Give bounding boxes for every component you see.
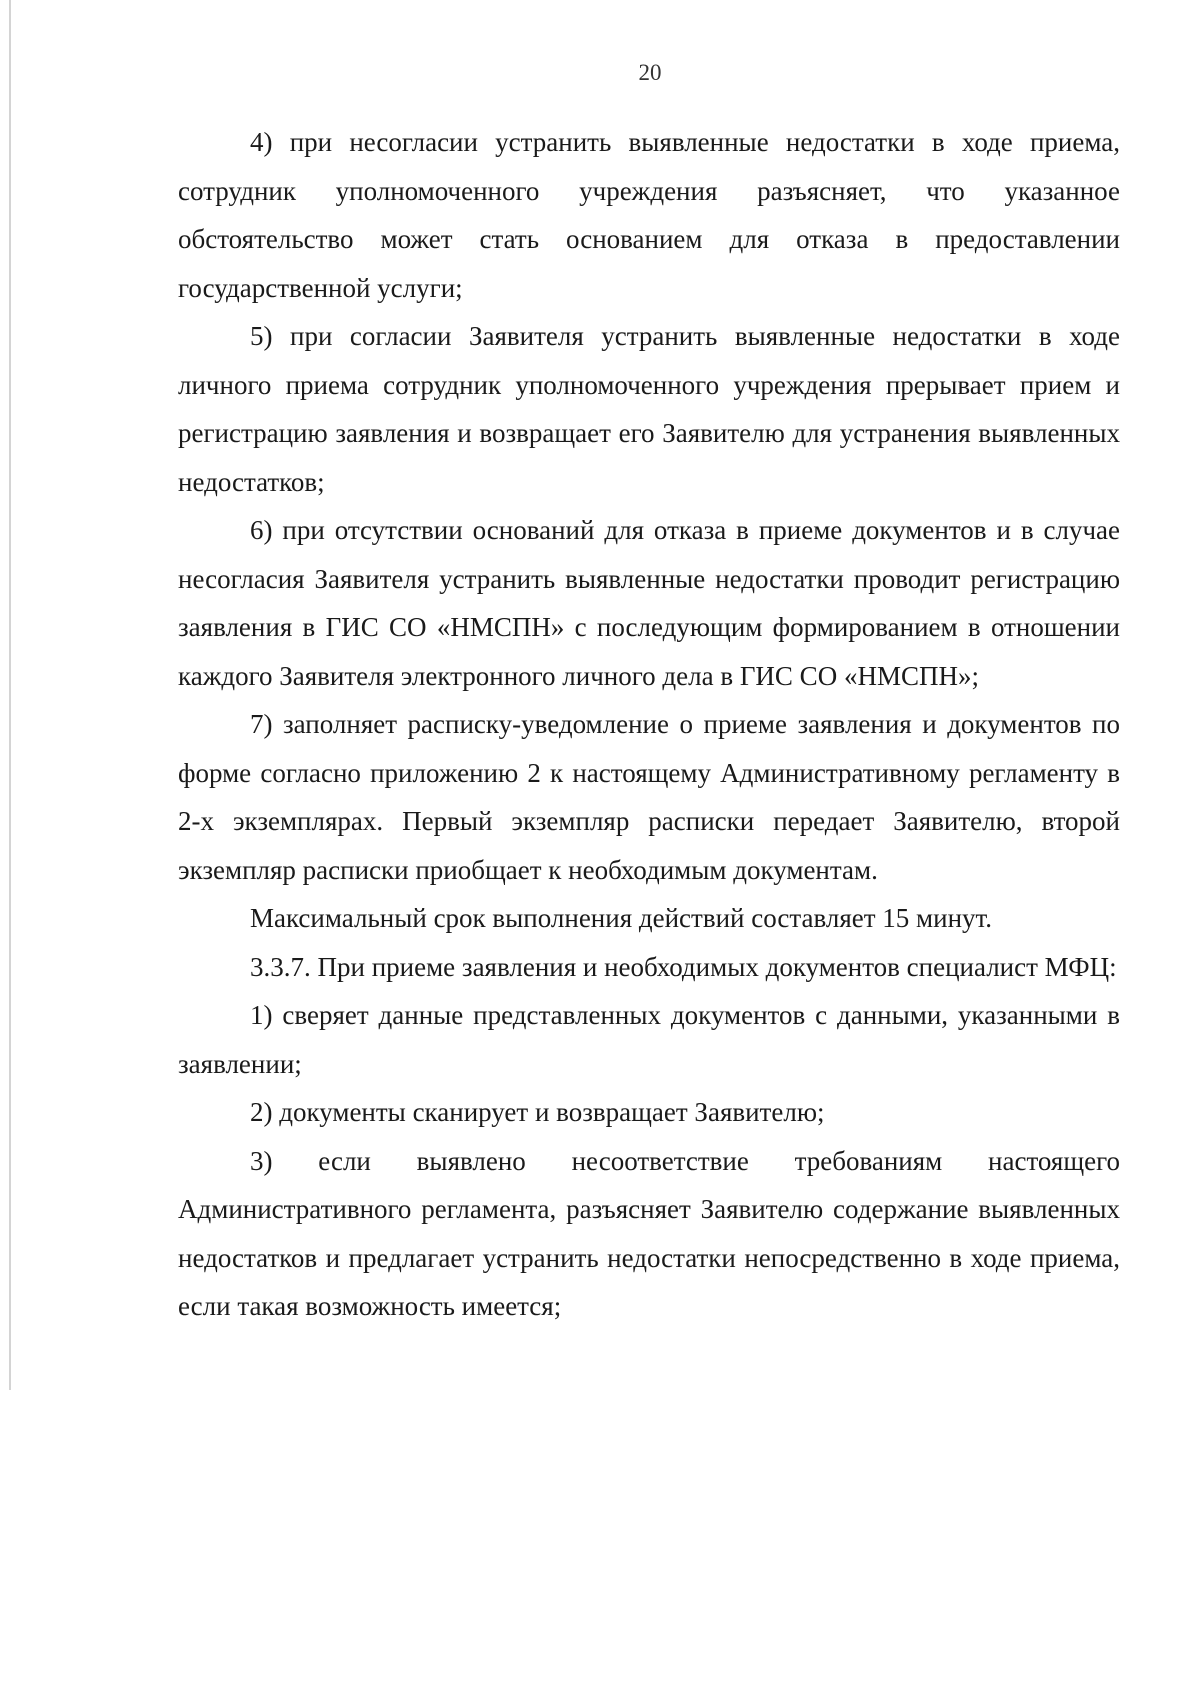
paragraph-mfc-item-1: 1) сверяет данные представленных документов с данными, указанными в заявлении; [178,1000,1120,1079]
paragraph-item-6-registration: 6) при отсутствии оснований для отказа в приеме документов и в случае несогласия Заявителя устранить выявленные недостатки проводит регистрацию заявления в ГИС СО «НМСПН» с последующим формированием в отношении каждого Заявителя электронного личного дела в ГИС СО «НМСПН»; [178,515,1120,691]
paragraph-item-4-refusal: 4) при несогласии устранить выявленные недостатки в ходе приема, сотрудник уполномоченного учреждения разъясняет, что указанное обстоятельство может стать основанием для отказа в предоставлении государственной услуги; [178,127,1120,303]
paragraph-mfc-item-2: 2) документы сканирует и возвращает Заявителю; [250,1097,825,1127]
paragraph-mfc-item-3: 3) если выявлено несоответствие требованиям настоящего Административного регламента, разъясняет Заявителю содержание выявленных недостатков и предлагает устранить недостатки непосредственно в ходе приема, если такая возможность имеется; [178,1145,1120,1321]
paragraph-item-7-receipt: 7) заполняет расписку-уведомление о приеме заявления и документов по форме согласно приложению 2 к настоящему Административному регламенту в 2-х экземплярах. Первый экземпляр расписки передает Заявителю, второй экземпляр расписки приобщает к необходимым документам. [178,709,1120,885]
paragraph-item-5-consent: 5) при согласии Заявителя устранить выявленные недостатки в ходе личного приема сотрудник уполномоченного учреждения прерывает прием и регистрацию заявления и возвращает его Заявителю для устранения выявленных недостатков; [178,321,1120,497]
scan-edge-line [9,0,11,1390]
page-number: 20 [638,60,662,85]
document-body [178,118,1120,1331]
paragraph-max-time: Максимальный срок выполнения действий составляет 15 минут. [250,903,993,933]
paragraph-section-3-3-7: 3.3.7. При приеме заявления и необходимых документов специалист МФЦ: [250,951,1117,982]
